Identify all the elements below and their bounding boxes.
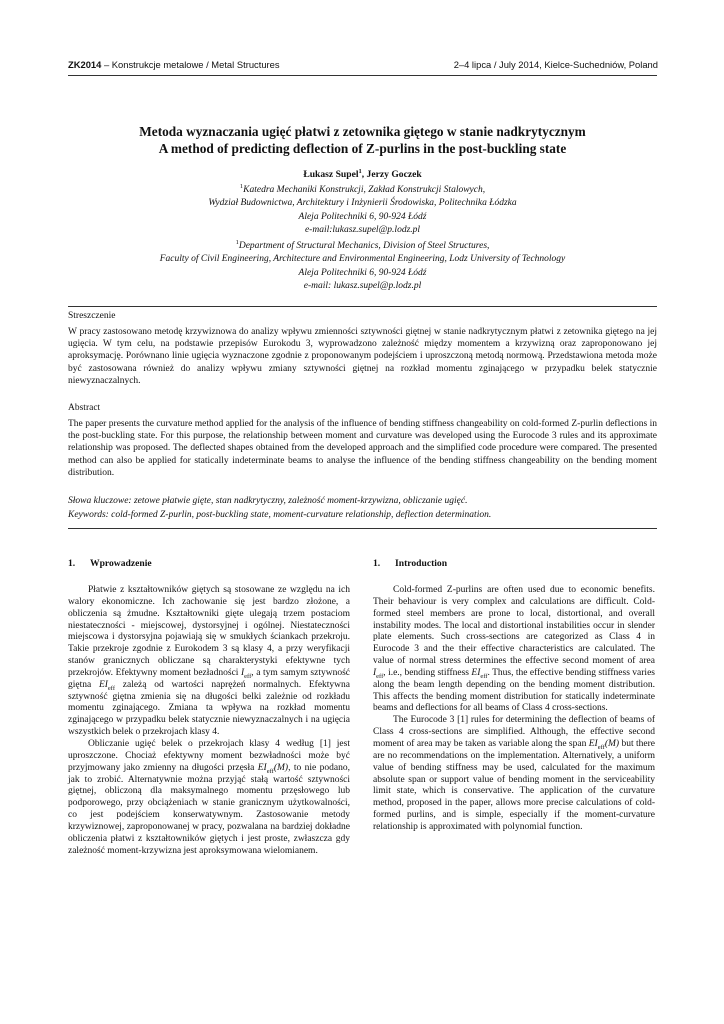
conference-abbrev: ZK2014: [68, 59, 102, 70]
subscript: eff: [107, 684, 116, 692]
text-run: Obliczanie ugięć belek o przekrojach klasy 4 według [1] jest uproszczone. Chociaż efektywny moment bezwładności może być przyjmowany jako zmienny na długości przęsła: [68, 738, 350, 773]
affiliation-address: Aleja Politechniki 6, 90-924 Łódź: [298, 211, 427, 222]
paragraph: [373, 715, 655, 833]
affiliation-line: Wydział Budownictwa, Architektury i Inżynierii Środowiska, Politechnika Łódzka: [208, 198, 517, 209]
symbol: I: [373, 667, 377, 678]
conference-name: [68, 59, 280, 70]
section-title: Introduction: [395, 558, 448, 569]
text-run: Cold-formed Z-purlins are often used due to economic benefits. Their behaviour is very complex and calculations are difficult. Cold-formed steel members are prone to local, distortional, and overall instability modes. The local and distortional instabilities occur in slender plate elements. Such cross-sections are categorized as Class 4 in Eurocode 3 and the their effective characteristics are calculated. The value of normal stress determines the effective second moment of area: [373, 585, 655, 667]
text-run: Płatwie z kształtowników giętych są stosowane ze względu na ich walory ekonomiczne. Ich zachowanie się jest bardzo złożone, a obliczenia są żmudne. Kształtowniki gięte ulegają trzem postaciom niestateczności - miejscowej, dystorsyjnej i ogólnej. Niestateczności miejscowa i dystorsyjna pojawiają się w smukłych ściankach przekroju. Takie przekroje zgodnie z Eurokodem 3 są klasy 4, a przy weryfikacji stanów granicznych obliczane są charakterystyki efektywne tych przekrojów. Efektywny moment bezładności: [68, 585, 350, 678]
subscript: eff: [597, 743, 605, 751]
title-english: A method of predicting deflection of Z-purlins in the post-buckling state: [158, 141, 567, 156]
symbol: EI: [588, 738, 598, 749]
title-polish: Metoda wyznaczania ugięć płatwi z zetownika giętego w stanie nadkrytycznym: [139, 124, 586, 139]
affiliation-address: Aleja Politechniki 6, 90-924 Łódź: [298, 267, 427, 278]
keywords-english: Keywords: cold-formed Z-purlin, post-buckling state, moment-curvature relationship, deflection determination.: [68, 510, 492, 520]
abstract-en-text: The paper presents the curvature method applied for the analysis of the influence of bending stiffness changeability on cold-formed Z-purlin deflections in the post-buckling state. For this purpose, the relationship between moment and curvature was developed using the Eurocode 3 rules and its approximate relationship was proposed. The deflected shapes obtained from the developed approach and the simplified code procedure were compared. The presented method can also be applied for statically indeterminate beams to analyse the influence of the bending stiffness changeability on the bending moment distribution.: [68, 419, 657, 478]
abstract-top-rule: [68, 306, 657, 307]
paragraph: [68, 585, 350, 739]
affiliation-english: [68, 240, 657, 293]
section-title: Wprowadzenie: [90, 558, 152, 569]
symbol: (M): [604, 738, 620, 749]
subscript: eff: [480, 672, 488, 680]
section-number: 1.: [68, 558, 76, 569]
keywords-polish: Słowa kluczowe: zetowe płatwie gięte, stan nadkrytyczny, zależność moment-krzywizna, obliczanie ugięć.: [68, 496, 468, 506]
symbol: EI: [98, 679, 108, 690]
affiliation-text: Department of Structural Mechanics, Division of Steel Structures,: [238, 241, 490, 251]
text-run: zależą od wartości naprężeń normalnych. Efektywna sztywność giętna zmienia się na długości belki zależnie od rozkładu momentu zginającego. Zmiana ta wpływa na rozkład momentu zginającego w przypadku belek statycznie niewyznaczalnych i na ugięcia wszystkich belek o przekrojach klasy 4.: [68, 679, 350, 738]
text-run: , a tym samym sztywność giętna: [68, 667, 350, 690]
running-header: [68, 59, 658, 70]
header-rule: [68, 75, 657, 76]
affiliation-email: e-mail: lukasz.supel@p.lodz.pl: [303, 280, 422, 291]
paragraph: [68, 739, 350, 857]
abstract-pl-text: W pracy zastosowano metodę krzywiznowa do analizy wpływu zmienności sztywności giętnej w stanie nadkrytycznym płatwi z zetownika giętego na jej ugięcia. W tym celu, na podstawie przepisów Eurokodu 3, wyprowadzono zależność między momentem a krzywizną oraz zaproponowano jej aproksymację. Porównano linie ugięcia wyznaczone zgodnie z proponowanym podejściem i uproszczoną metodą normową. Przedstawiona metoda może być zastosowana również do analizy wpływu zmiany sztywności giętnej na rozkład momentu zginającego w przypadku belek statycznie niewyznaczalnych.: [68, 327, 657, 386]
affiliation-line: [68, 184, 657, 197]
paragraph: [373, 585, 655, 715]
author-2: , Jerzy Goczek: [361, 169, 422, 180]
subscript: eff: [266, 767, 274, 775]
authors: [68, 169, 657, 180]
text-run: . Thus, the effective bending stiffness varies along the beam length depending on the bending moment distribution. This affects the bending moment distribution for statically indeterminate beams and deflections for all beams of Class 4 cross-sections.: [373, 667, 655, 714]
abstract-bottom-rule: [68, 528, 657, 529]
affiliation-polish: [68, 184, 657, 237]
affiliation-line: Faculty of Civil Engineering, Architecture and Environmental Engineering, Lodz University of Technology: [159, 254, 566, 265]
author-1-affiliation-mark: 1: [358, 167, 362, 175]
column-left: [68, 585, 350, 857]
subscript: eff: [244, 672, 252, 680]
symbol: I: [241, 667, 245, 678]
symbol: (M): [273, 762, 289, 773]
affiliation-mark: 1: [235, 238, 239, 246]
conference-date-place: 2–4 lipca / July 2014, Kielce-Suchedniów, Poland: [453, 59, 658, 70]
section-heading-polish: [68, 558, 152, 569]
symbol: EI: [471, 667, 481, 678]
affiliation-line: [68, 240, 657, 253]
symbol: EI: [257, 762, 267, 773]
subscript: eff: [376, 672, 384, 680]
conference-title: – Konstrukcje metalowe / Metal Structures: [101, 59, 280, 70]
abstract-pl-label: Streszczenie: [68, 311, 116, 321]
section-heading-english: [373, 558, 447, 569]
affiliation-mark: 1: [239, 182, 244, 190]
affiliation-text: Katedra Mechaniki Konstrukcji, Zakład Konstrukcji Stalowych,: [243, 185, 486, 195]
author-1: Łukasz Supel: [303, 169, 359, 180]
section-number: 1.: [373, 558, 381, 569]
affiliation-email: e-mail:lukasz.supel@p.lodz.pl: [304, 224, 421, 235]
text-run: , i.e., bending stiffness: [383, 667, 472, 678]
text-run: but there are no recommendations on the implementation. Alternatively, a uniform value of bending stiffness may be used, calculated for the maximum absolute span or support value of bending moment in the serviceability limit state, which is conservative. The application of the curvature method, proposed in the paper, allows more precise calculations of cold-formed purlins, and is simple, especially if the moment-curvature relationship is approximated with polynomial function.: [373, 738, 655, 832]
text-run: , to nie podano, jak to zrobić. Alternatywnie można przyjąć stałą wartość sztywności giętnej, obliczoną dla maksymalnego momentu przęsłowego lub podporowego, przy obciążeniach w stanie granicznym użytkowalności, co jest podejściem konserwatywnym. Zastosowanie metody krzywiznowej, zaproponowanej w pracy, pozwalana na bardziej dokładne obliczenia płatwi z kształtowników giętych i jest proste, zwłaszcza gdy zależność moment-krzywizna jest aproksymowana wielomianem.: [68, 762, 350, 856]
text-run: The Eurocode 3 [1] rules for determining the deflection of beams of Class 4 cross-sections are simplified. Although, the effective second moment of area may be taken as variable along the span: [373, 715, 655, 749]
column-right: [373, 585, 655, 834]
abstract-en-label: Abstract: [68, 403, 101, 413]
